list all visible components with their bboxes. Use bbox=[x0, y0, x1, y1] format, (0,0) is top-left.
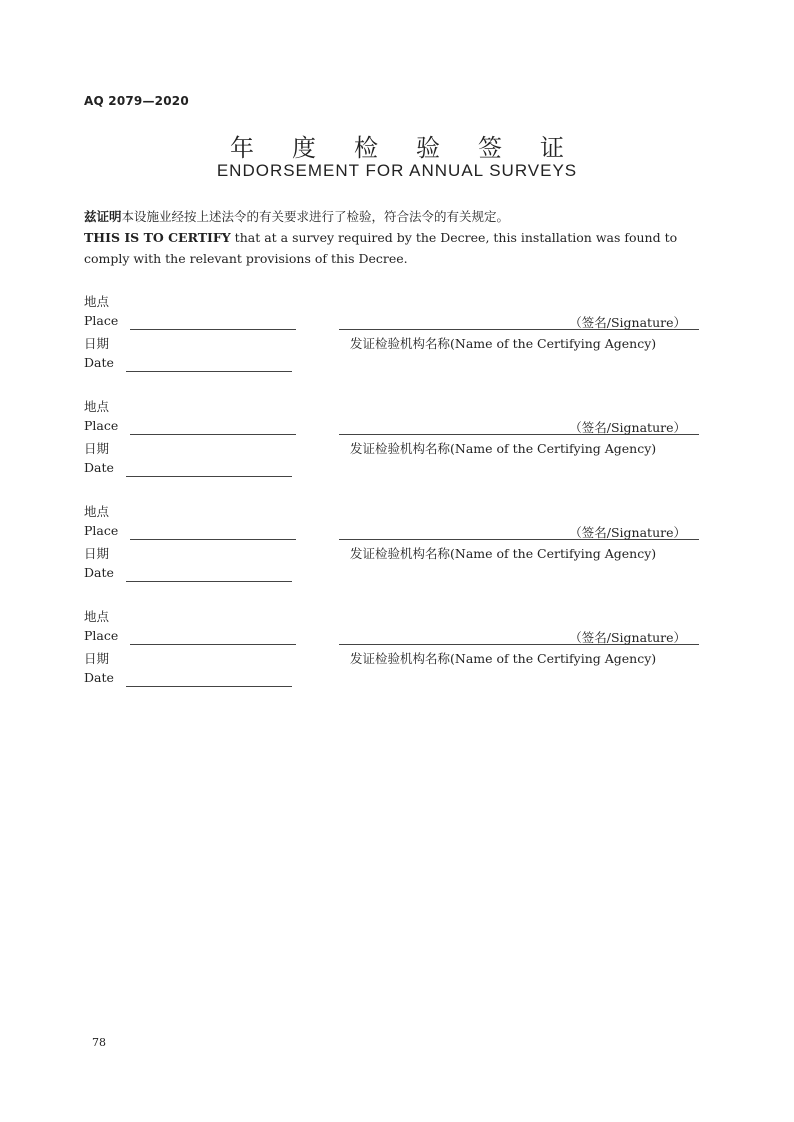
title-char: 证 bbox=[540, 134, 564, 162]
place-field[interactable] bbox=[130, 539, 296, 540]
page-number: 78 bbox=[92, 1036, 106, 1049]
date-label-cn: 日期 bbox=[84, 651, 110, 666]
statement-en-text: that at a survey required by the Decree, this installation was found to comply with the relevant provisions of this Decree. bbox=[84, 230, 678, 266]
place-label-cn: 地点 bbox=[84, 294, 110, 309]
endorsement-block-1 bbox=[84, 292, 702, 392]
place-field[interactable] bbox=[130, 434, 296, 435]
title-chinese bbox=[0, 128, 794, 163]
date-label-en: Date bbox=[84, 355, 114, 370]
date-label-cn: 日期 bbox=[84, 546, 110, 561]
date-label-en: Date bbox=[84, 565, 114, 580]
date-field[interactable] bbox=[126, 476, 292, 477]
place-field[interactable] bbox=[130, 644, 296, 645]
endorsement-block-4 bbox=[84, 607, 702, 707]
place-label-en: Place bbox=[84, 523, 119, 538]
title-char: 签 bbox=[478, 134, 502, 162]
title-char: 度 bbox=[292, 134, 316, 162]
statement-en-bold: THIS IS TO CERTIFY bbox=[84, 230, 231, 245]
statement-cn-bold: 兹证明 bbox=[84, 209, 122, 224]
document-code: AQ 2079—2020 bbox=[84, 94, 189, 108]
title-char: 检 bbox=[354, 134, 378, 162]
signature-label: （签名/Signature） bbox=[569, 630, 686, 645]
signature-label: （签名/Signature） bbox=[569, 420, 686, 435]
place-label-cn: 地点 bbox=[84, 609, 110, 624]
place-label-en: Place bbox=[84, 628, 119, 643]
date-field[interactable] bbox=[126, 686, 292, 687]
place-label-en: Place bbox=[84, 418, 119, 433]
agency-label: 发证检验机构名称(Name of the Certifying Agency) bbox=[350, 441, 657, 456]
statement-english bbox=[84, 227, 702, 269]
endorsement-block-2 bbox=[84, 397, 702, 497]
title-char: 年 bbox=[230, 134, 254, 162]
date-label-en: Date bbox=[84, 460, 114, 475]
title-english: ENDORSEMENT FOR ANNUAL SURVEYS bbox=[216, 161, 578, 180]
date-field[interactable] bbox=[126, 581, 292, 582]
certification-statement bbox=[84, 206, 702, 269]
place-label-cn: 地点 bbox=[84, 504, 110, 519]
place-label-cn: 地点 bbox=[84, 399, 110, 414]
date-label-cn: 日期 bbox=[84, 441, 110, 456]
signature-label: （签名/Signature） bbox=[569, 315, 686, 330]
date-field[interactable] bbox=[126, 371, 292, 372]
statement-chinese bbox=[84, 206, 702, 227]
signature-label: （签名/Signature） bbox=[569, 525, 686, 540]
statement-cn-text: 本设施业经按上述法令的有关要求进行了检验，符合法令的有关规定。 bbox=[121, 209, 510, 224]
place-label-en: Place bbox=[84, 313, 119, 328]
agency-label: 发证检验机构名称(Name of the Certifying Agency) bbox=[350, 546, 657, 561]
agency-label: 发证检验机构名称(Name of the Certifying Agency) bbox=[350, 651, 657, 666]
title-char: 验 bbox=[416, 134, 440, 162]
date-label-cn: 日期 bbox=[84, 336, 110, 351]
date-label-en: Date bbox=[84, 670, 114, 685]
place-field[interactable] bbox=[130, 329, 296, 330]
endorsement-block-3 bbox=[84, 502, 702, 602]
agency-label: 发证检验机构名称(Name of the Certifying Agency) bbox=[350, 336, 657, 351]
